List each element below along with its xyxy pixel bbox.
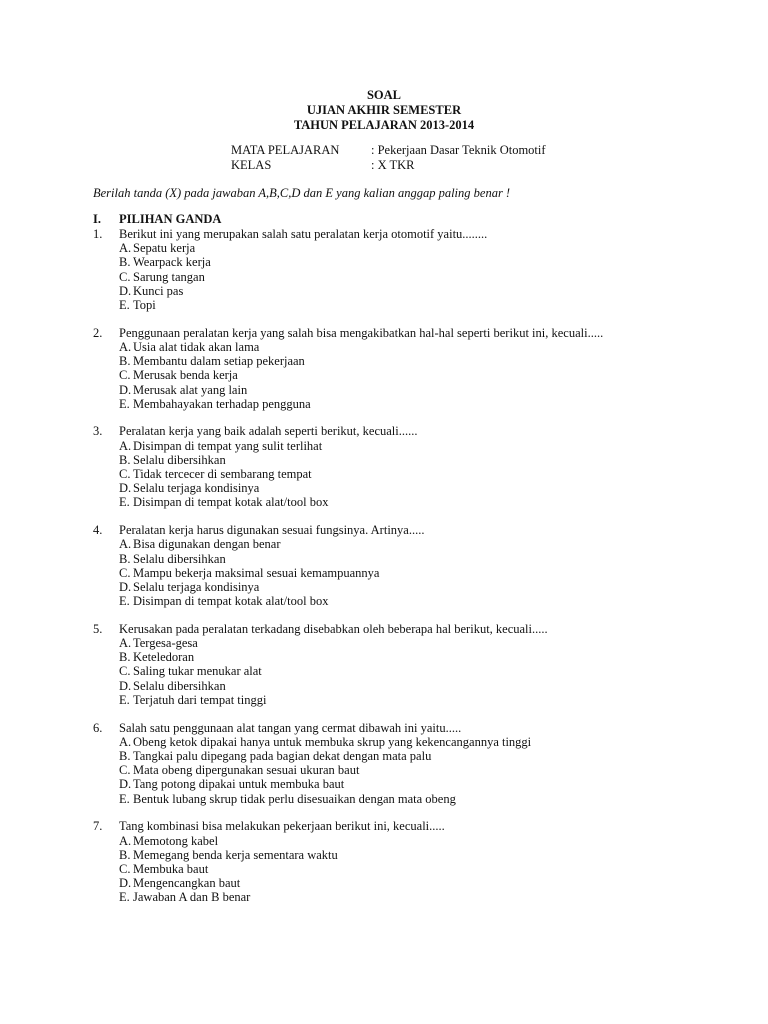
option-letter: E. — [119, 396, 130, 411]
option-letter: B. — [119, 452, 131, 467]
answer-options — [119, 735, 733, 806]
option-text: Merusak alat yang lain — [133, 382, 248, 397]
question-item — [93, 326, 733, 411]
question-number: 7. — [93, 819, 103, 834]
answer-option — [119, 383, 733, 397]
option-letter: E. — [119, 890, 130, 905]
instruction-text: Berilah tanda (X) pada jawaban A,B,C,D dan E yang kalian anggap paling benar ! — [93, 186, 511, 200]
answer-option — [119, 848, 733, 862]
question-number: 5. — [93, 621, 103, 636]
answer-option — [119, 566, 733, 580]
question-text: Penggunaan peralatan kerja yang salah bisa mengakibatkan hal-hal seperti berikut ini, kecuali..... — [119, 325, 604, 340]
question-text: Berikut ini yang merupakan salah satu peralatan kerja otomotif yaitu........ — [119, 227, 488, 241]
option-letter: C. — [119, 763, 131, 778]
option-text: Obeng ketok dipakai hanya untuk membuka skrup yang kekencangannya tinggi — [133, 734, 532, 749]
answer-option — [119, 580, 733, 594]
option-letter: E. — [119, 594, 130, 609]
answer-options — [119, 537, 733, 608]
option-letter: B. — [119, 847, 131, 862]
option-text: Tidak tercecer di sembarang tempat — [133, 467, 312, 482]
answer-option — [119, 241, 733, 255]
answer-option — [119, 834, 733, 848]
answer-option — [119, 636, 733, 650]
answer-options — [119, 834, 733, 905]
answer-option — [119, 777, 733, 791]
option-text: Sarung tangan — [133, 269, 205, 284]
option-text: Merusak benda kerja — [133, 368, 238, 383]
question-list — [93, 227, 733, 918]
option-text: Saling tukar menukar alat — [133, 664, 262, 679]
answer-option — [119, 439, 733, 453]
option-letter: C. — [119, 269, 131, 284]
option-text: Usia alat tidak akan lama — [133, 339, 260, 354]
answer-option — [119, 270, 733, 284]
option-text: Jawaban A dan B benar — [133, 890, 251, 905]
answer-option — [119, 481, 733, 495]
header-exam-name: UJIAN AKHIR SEMESTER — [306, 103, 462, 117]
answer-option — [119, 594, 733, 608]
question-line — [93, 424, 733, 438]
answer-option — [119, 679, 733, 693]
meta-subject-value: : Pekerjaan Dasar Teknik Otomotif — [371, 143, 546, 157]
answer-options — [119, 241, 733, 312]
option-letter: A. — [119, 438, 132, 453]
question-number: 2. — [93, 325, 103, 340]
option-text: Disimpan di tempat kotak alat/tool box — [133, 495, 329, 510]
option-text: Tang potong dipakai untuk membuka baut — [133, 777, 345, 792]
option-text: Keteledoran — [133, 650, 195, 665]
question-item — [93, 622, 733, 707]
option-text: Mampu bekerja maksimal sesuai kemampuannya — [133, 565, 380, 580]
meta-subject-row — [231, 143, 546, 158]
option-text: Selalu terjaga kondisinya — [133, 481, 260, 496]
question-text: Peralatan kerja harus digunakan sesuai fungsinya. Artinya..... — [119, 523, 425, 538]
section-title: PILIHAN GANDA — [119, 212, 222, 226]
option-letter: A. — [119, 241, 132, 256]
option-text: Mata obeng dipergunakan sesuai ukuran baut — [133, 763, 360, 778]
answer-options — [119, 340, 733, 411]
option-letter: C. — [119, 861, 131, 876]
answer-option — [119, 467, 733, 481]
option-text: Memegang benda kerja sementara waktu — [133, 847, 338, 862]
option-letter: D. — [119, 579, 132, 594]
option-text: Membuka baut — [133, 861, 209, 876]
option-letter: B. — [119, 551, 131, 566]
question-line — [93, 721, 733, 735]
question-line — [93, 819, 733, 833]
answer-option — [119, 862, 733, 876]
header-academic-year: TAHUN PELAJARAN 2013-2014 — [293, 118, 475, 132]
option-letter: A. — [119, 537, 132, 552]
option-text: Membahayakan terhadap pengguna — [133, 396, 311, 411]
answer-option — [119, 693, 733, 707]
question-text: Kerusakan pada peralatan terkadang disebabkan oleh beberapa hal berikut, kecuali..... — [119, 621, 548, 636]
answer-option — [119, 650, 733, 664]
option-text: Selalu terjaga kondisinya — [133, 579, 260, 594]
answer-option — [119, 792, 733, 806]
option-text: Disimpan di tempat kotak alat/tool box — [133, 594, 329, 609]
option-letter: D. — [119, 678, 132, 693]
answer-option — [119, 890, 733, 904]
answer-option — [119, 298, 733, 312]
option-text: Tergesa-gesa — [133, 636, 198, 651]
question-item — [93, 227, 733, 312]
option-letter: B. — [119, 354, 131, 369]
answer-option — [119, 397, 733, 411]
question-text: Tang kombinasi bisa melakukan pekerjaan berikut ini, kecuali..... — [119, 819, 445, 834]
meta-class-label: KELAS — [231, 158, 272, 172]
section-number: I. — [93, 212, 101, 226]
option-letter: A. — [119, 339, 132, 354]
option-text: Mengencangkan baut — [133, 876, 241, 891]
answer-option — [119, 284, 733, 298]
meta-class-value: : X TKR — [371, 158, 415, 172]
answer-option — [119, 552, 733, 566]
answer-option — [119, 763, 733, 777]
option-letter: D. — [119, 283, 132, 298]
question-line — [93, 622, 733, 636]
answer-option — [119, 368, 733, 382]
option-text: Bentuk lubang skrup tidak perlu disesuaikan dengan mata obeng — [133, 791, 456, 806]
answer-options — [119, 439, 733, 510]
document-header — [0, 88, 768, 133]
question-line — [93, 326, 733, 340]
option-letter: B. — [119, 749, 131, 763]
question-number: 3. — [93, 424, 103, 439]
header-title: SOAL — [366, 88, 402, 102]
meta-subject-label: MATA PELAJARAN — [231, 143, 340, 157]
option-text: Selalu dibersihkan — [133, 452, 226, 467]
answer-option — [119, 537, 733, 551]
option-text: Terjatuh dari tempat tinggi — [133, 692, 267, 707]
option-text: Tangkai palu dipegang pada bagian dekat dengan mata palu — [133, 749, 432, 763]
option-letter: E. — [119, 298, 130, 313]
question-line — [93, 227, 733, 241]
option-letter: E. — [119, 495, 130, 510]
option-text: Memotong kabel — [133, 833, 219, 848]
option-letter: C. — [119, 565, 131, 580]
option-letter: A. — [119, 636, 132, 651]
option-letter: B. — [119, 650, 131, 665]
option-letter: C. — [119, 368, 131, 383]
option-text: Selalu dibersihkan — [133, 551, 226, 566]
option-text: Topi — [133, 298, 156, 313]
answer-option — [119, 876, 733, 890]
option-letter: A. — [119, 734, 132, 749]
option-text: Selalu dibersihkan — [133, 678, 226, 693]
answer-option — [119, 453, 733, 467]
option-text: Membantu dalam setiap pekerjaan — [133, 354, 305, 369]
section-heading — [93, 212, 221, 227]
answer-option — [119, 354, 733, 368]
question-number: 1. — [93, 227, 103, 241]
question-text: Salah satu penggunaan alat tangan yang cermat dibawah ini yaitu..... — [119, 720, 462, 735]
question-item — [93, 523, 733, 608]
option-letter: D. — [119, 382, 132, 397]
option-text: Wearpack kerja — [133, 255, 211, 270]
option-letter: D. — [119, 777, 132, 792]
answer-option — [119, 340, 733, 354]
option-text: Disimpan di tempat yang sulit terlihat — [133, 438, 323, 453]
question-item — [93, 721, 733, 806]
option-text: Bisa digunakan dengan benar — [133, 537, 281, 552]
option-letter: B. — [119, 255, 131, 270]
option-letter: E. — [119, 692, 130, 707]
question-number: 6. — [93, 720, 103, 735]
meta-class-row — [231, 158, 546, 173]
question-item — [93, 424, 733, 509]
answer-option — [119, 495, 733, 509]
option-letter: C. — [119, 467, 131, 482]
option-letter: C. — [119, 664, 131, 679]
question-line — [93, 523, 733, 537]
option-letter: E. — [119, 791, 130, 806]
option-text: Sepatu kerja — [133, 241, 196, 256]
answer-option — [119, 749, 733, 763]
option-text: Kunci pas — [133, 283, 184, 298]
exam-meta — [231, 143, 546, 173]
answer-option — [119, 664, 733, 678]
option-letter: D. — [119, 481, 132, 496]
question-number: 4. — [93, 523, 103, 538]
question-text: Peralatan kerja yang baik adalah seperti berikut, kecuali...... — [119, 424, 418, 439]
option-letter: D. — [119, 876, 132, 891]
answer-option — [119, 255, 733, 269]
option-letter: A. — [119, 833, 132, 848]
answer-options — [119, 636, 733, 707]
answer-option — [119, 735, 733, 749]
question-item — [93, 819, 733, 904]
